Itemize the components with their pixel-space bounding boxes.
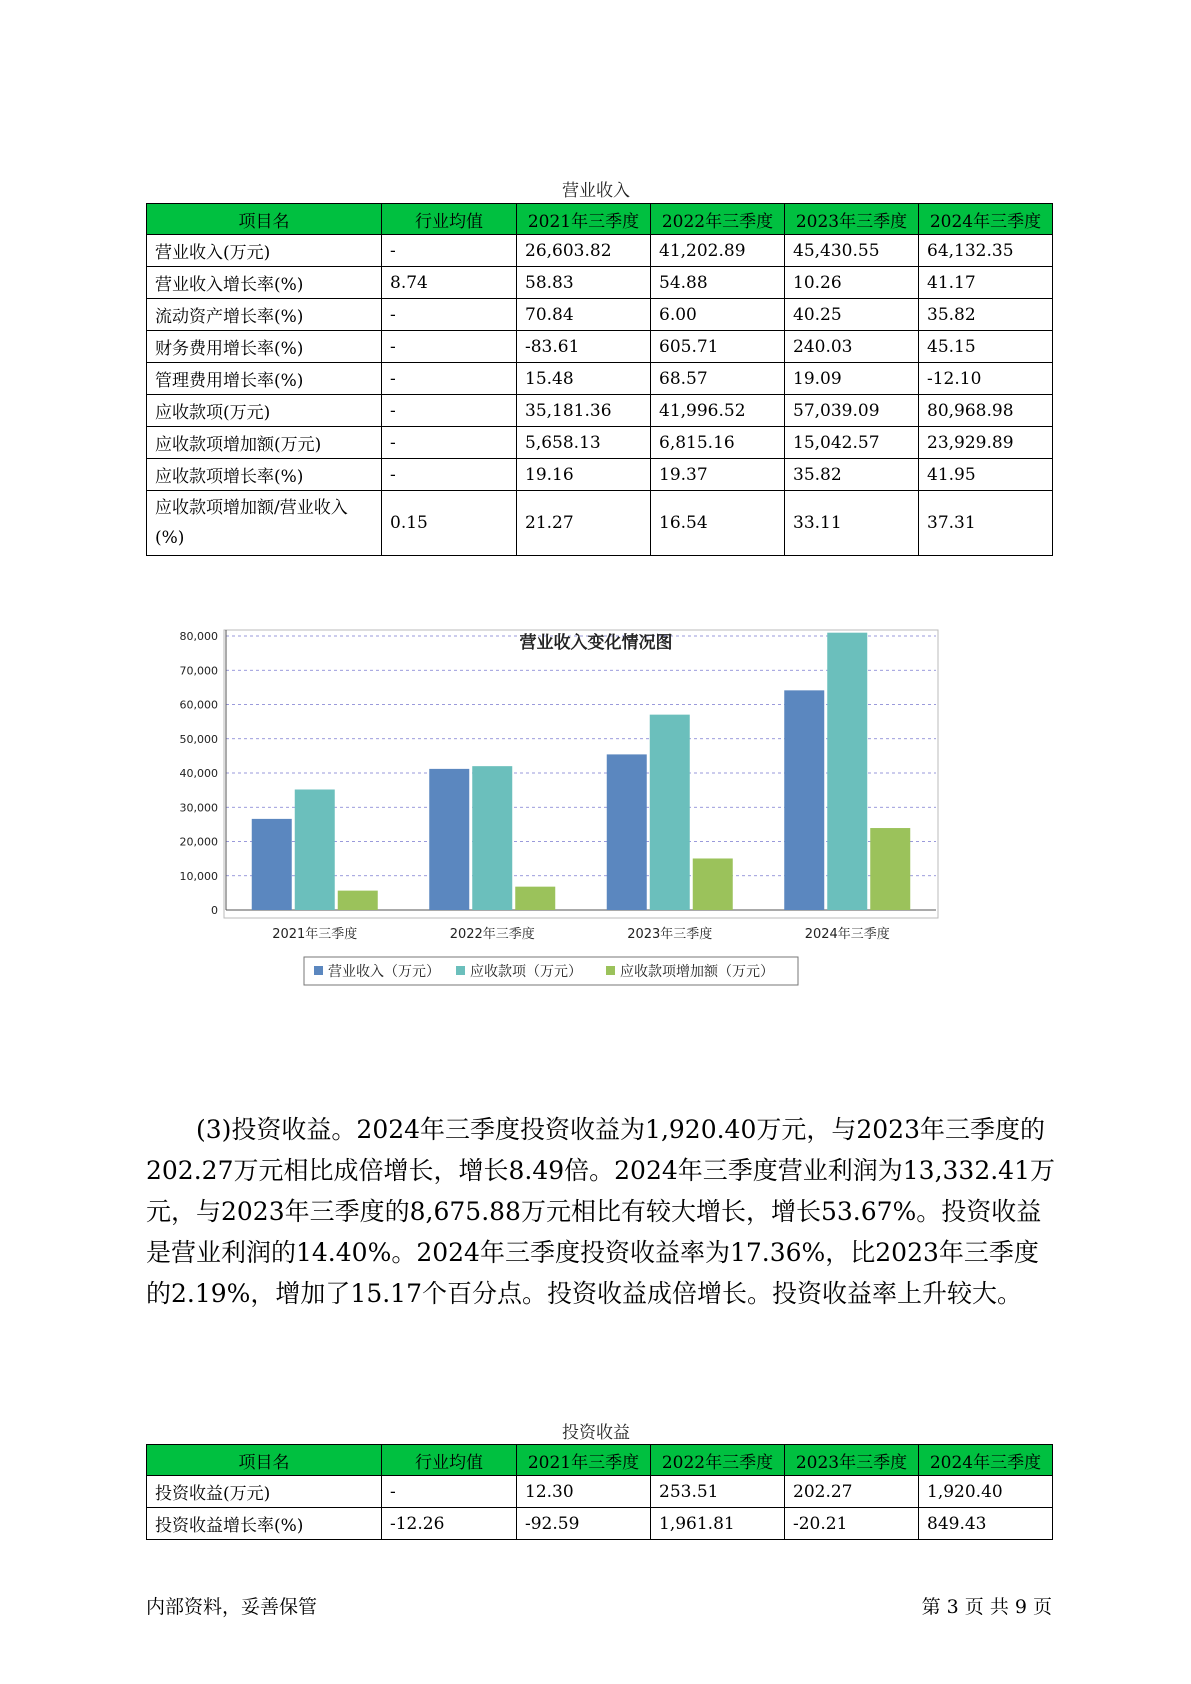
bar xyxy=(338,891,378,910)
table-cell: 41.17 xyxy=(919,267,1053,299)
column-header: 项目名 xyxy=(147,204,382,235)
table-row xyxy=(147,363,1053,395)
bar xyxy=(827,633,867,910)
row-label: 管理费用增长率(%) xyxy=(147,363,382,395)
table-header-row xyxy=(147,204,1053,235)
column-header: 2022年三季度 xyxy=(651,204,785,235)
table-cell: 12.30 xyxy=(517,1476,651,1508)
footer-page-number: 第 3 页 共 9 页 xyxy=(921,1596,1052,1618)
y-tick-label: 50,000 xyxy=(179,732,218,746)
table-cell: - xyxy=(382,395,517,427)
revenue-table-caption: 营业收入 xyxy=(562,181,630,201)
table-row xyxy=(147,299,1053,331)
investment-table-caption: 投资收益 xyxy=(562,1423,630,1443)
column-header: 2022年三季度 xyxy=(651,1445,785,1476)
table-cell: 5,658.13 xyxy=(517,427,651,459)
table-cell: 57,039.09 xyxy=(785,395,919,427)
table-cell: 19.09 xyxy=(785,363,919,395)
legend-label: 应收款项（万元） xyxy=(470,964,582,980)
y-tick-label: 80,000 xyxy=(179,630,218,643)
table-cell: 240.03 xyxy=(785,331,919,363)
table-cell: - xyxy=(382,331,517,363)
row-label: 应收款项增长率(%) xyxy=(147,459,382,491)
table-cell: 45.15 xyxy=(919,331,1053,363)
table-row xyxy=(147,1508,1053,1540)
table-cell: 10.26 xyxy=(785,267,919,299)
chart-title: 营业收入变化情况图 xyxy=(519,633,673,653)
table-cell: 23,929.89 xyxy=(919,427,1053,459)
table-cell: 33.11 xyxy=(785,491,919,556)
table-cell: - xyxy=(382,459,517,491)
table-row xyxy=(147,235,1053,267)
table-row xyxy=(147,459,1053,491)
y-tick-label: 40,000 xyxy=(179,767,218,780)
table-cell: 849.43 xyxy=(919,1508,1053,1540)
table-cell: 54.88 xyxy=(651,267,785,299)
row-label: 流动资产增长率(%) xyxy=(147,299,382,331)
chart-canvas xyxy=(146,620,1046,1070)
table-cell: 19.37 xyxy=(651,459,785,491)
legend-label: 应收款项增加额（万元） xyxy=(620,964,774,980)
bar xyxy=(607,754,647,910)
table-cell: 80,968.98 xyxy=(919,395,1053,427)
table-row xyxy=(147,267,1053,299)
table-row xyxy=(147,331,1053,363)
table-cell: 58.83 xyxy=(517,267,651,299)
table-cell: 35.82 xyxy=(919,299,1053,331)
table-cell: 26,603.82 xyxy=(517,235,651,267)
bar xyxy=(295,790,335,910)
table-cell: 1,920.40 xyxy=(919,1476,1053,1508)
table-cell: - xyxy=(382,235,517,267)
x-tick-label: 2021年三季度 xyxy=(272,927,358,942)
table-cell: 41,202.89 xyxy=(651,235,785,267)
x-tick-label: 2024年三季度 xyxy=(804,927,890,942)
table-cell: - xyxy=(382,363,517,395)
table-cell: 15,042.57 xyxy=(785,427,919,459)
table-cell: 70.84 xyxy=(517,299,651,331)
y-tick-label: 0 xyxy=(211,904,218,917)
table-cell: 253.51 xyxy=(651,1476,785,1508)
table-cell: - xyxy=(382,1476,517,1508)
table-cell: 37.31 xyxy=(919,491,1053,556)
investment-table xyxy=(146,1444,1053,1540)
column-header: 2021年三季度 xyxy=(517,1445,651,1476)
table-cell: 68.57 xyxy=(651,363,785,395)
column-header: 行业均值 xyxy=(382,204,517,235)
table-cell: 19.16 xyxy=(517,459,651,491)
table-cell: 16.54 xyxy=(651,491,785,556)
table-cell: 41.95 xyxy=(919,459,1053,491)
table-cell: -92.59 xyxy=(517,1508,651,1540)
table-cell: 8.74 xyxy=(382,267,517,299)
table-cell: 0.15 xyxy=(382,491,517,556)
bar xyxy=(472,766,512,910)
x-tick-label: 2023年三季度 xyxy=(627,927,713,942)
revenue-chart xyxy=(146,620,1046,1070)
bar xyxy=(252,819,292,910)
table-cell: - xyxy=(382,299,517,331)
row-label: 应收款项(万元) xyxy=(147,395,382,427)
table-cell: -20.21 xyxy=(785,1508,919,1540)
table-cell: - xyxy=(382,427,517,459)
revenue-table xyxy=(146,203,1053,556)
column-header: 2024年三季度 xyxy=(919,204,1053,235)
legend-swatch xyxy=(314,966,323,975)
column-header: 2023年三季度 xyxy=(785,204,919,235)
table-cell: 6.00 xyxy=(651,299,785,331)
table-row xyxy=(147,1476,1053,1508)
column-header: 2023年三季度 xyxy=(785,1445,919,1476)
row-label: 投资收益增长率(%) xyxy=(147,1508,382,1540)
row-label: 财务费用增长率(%) xyxy=(147,331,382,363)
row-label: 应收款项增加额/营业收入(%) xyxy=(147,491,382,556)
legend-swatch xyxy=(456,966,465,975)
y-tick-label: 70,000 xyxy=(179,664,218,678)
y-tick-label: 30,000 xyxy=(179,801,218,815)
table-cell: -83.61 xyxy=(517,331,651,363)
bar xyxy=(693,858,733,910)
table-cell: -12.26 xyxy=(382,1508,517,1540)
bar xyxy=(650,715,690,910)
y-tick-label: 60,000 xyxy=(179,698,218,712)
table-header-row xyxy=(147,1445,1053,1476)
table-row xyxy=(147,427,1053,459)
legend-label: 营业收入（万元） xyxy=(328,964,440,980)
row-label: 应收款项增加额(万元) xyxy=(147,427,382,459)
row-label: 投资收益(万元) xyxy=(147,1476,382,1508)
bar xyxy=(870,828,910,910)
footer-confidential-note: 内部资料，妥善保管 xyxy=(146,1596,318,1618)
row-label: 营业收入增长率(%) xyxy=(147,267,382,299)
legend-swatch xyxy=(606,966,615,975)
table-row xyxy=(147,491,1053,556)
table-cell: 202.27 xyxy=(785,1476,919,1508)
row-label: 营业收入(万元) xyxy=(147,235,382,267)
table-cell: 35,181.36 xyxy=(517,395,651,427)
table-cell: 64,132.35 xyxy=(919,235,1053,267)
bar xyxy=(515,887,555,910)
table-cell: 21.27 xyxy=(517,491,651,556)
table-cell: 1,961.81 xyxy=(651,1508,785,1540)
x-tick-label: 2022年三季度 xyxy=(449,927,535,942)
column-header: 项目名 xyxy=(147,1445,382,1476)
column-header: 2021年三季度 xyxy=(517,204,651,235)
table-cell: 41,996.52 xyxy=(651,395,785,427)
analysis-paragraph: (3)投资收益。2024年三季度投资收益为1,920.40万元，与2023年三季度的202.27万元相比成倍增长，增长8.49倍。2024年三季度营业利润为13,332.41万元，与2023年三季度的8,675.88万元相比有较大增长，增长53.67%。投资收益是营业利润的14.40%。2024年三季度投资收益率为17.36%，比2023年三季度的2.19%，增加了15.17个百分点。投资收益成倍增长。投资收益率上升较大。 xyxy=(146,1115,1055,1308)
table-cell: 35.82 xyxy=(785,459,919,491)
y-tick-label: 20,000 xyxy=(179,835,218,849)
column-header: 2024年三季度 xyxy=(919,1445,1053,1476)
table-cell: 605.71 xyxy=(651,331,785,363)
bar xyxy=(429,769,469,910)
y-tick-label: 10,000 xyxy=(179,869,218,883)
table-cell: 6,815.16 xyxy=(651,427,785,459)
column-header: 行业均值 xyxy=(382,1445,517,1476)
bar xyxy=(784,690,824,910)
table-cell: 40.25 xyxy=(785,299,919,331)
table-row xyxy=(147,395,1053,427)
table-cell: 45,430.55 xyxy=(785,235,919,267)
table-cell: -12.10 xyxy=(919,363,1053,395)
table-cell: 15.48 xyxy=(517,363,651,395)
